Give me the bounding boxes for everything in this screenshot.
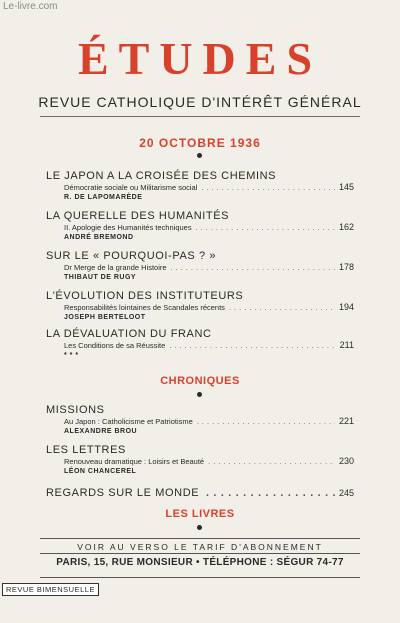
article-author: THIBAUT DE RUGY	[64, 274, 137, 281]
issue-date: 20 OCTOBRE 1936	[139, 136, 261, 150]
chronique-title: LES LETTRES	[46, 444, 126, 456]
subscription-note: VOIR AU VERSO LE TARIF D'ABONNEMENT	[77, 542, 323, 552]
article-title: SUR LE « POURQUOI-PAS ? »	[46, 250, 217, 262]
article-subtitle: II. Apologie des Humanités techniques	[64, 223, 192, 232]
page-number: 145	[338, 182, 354, 192]
article-title: LA QUERELLE DES HUMANITÉS	[46, 210, 230, 222]
footer-divider	[40, 553, 360, 554]
article-author: * * *	[64, 352, 79, 359]
periodicity-stamp: REVUE BIMENSUELLE	[2, 583, 99, 596]
chronique-subtitle-line	[64, 456, 354, 467]
dot-leader	[229, 303, 335, 313]
article-subtitle-line	[64, 340, 354, 351]
dot-leader	[196, 223, 335, 233]
page-number: 194	[338, 302, 354, 312]
dot-leader	[205, 483, 335, 501]
article-subtitle: Dr Merge de la grande Histoire	[64, 263, 167, 272]
article-author: JOSEPH BERTELOOT	[64, 314, 146, 321]
article-title: L'ÉVOLUTION DES INSTITUTEURS	[46, 290, 244, 302]
article-entry	[46, 250, 354, 282]
chronique-subtitle-line	[64, 416, 354, 427]
page-number: 162	[338, 222, 354, 232]
chronique-entry	[46, 444, 354, 476]
article-title: LE JAPON A LA CROISÉE DES CHEMINS	[46, 170, 277, 182]
page-number: 245	[338, 488, 354, 498]
page-number: 221	[338, 416, 354, 426]
dot-leader	[171, 263, 335, 273]
regards-entry	[46, 483, 354, 501]
dot-leader	[197, 417, 335, 427]
page-number: 230	[338, 456, 354, 466]
chronique-subtitle: Au Japon : Catholicisme et Patriotisme	[64, 417, 193, 426]
dot-leader	[208, 457, 335, 467]
article-author: R. DE LAPOMARÈDE	[64, 194, 143, 201]
article-subtitle-line	[64, 222, 354, 233]
chronique-subtitle: Renouveau dramatique : Loisirs et Beauté	[64, 457, 205, 466]
chronique-author: ALEXANDRE BROU	[64, 428, 138, 435]
article-entry	[46, 290, 354, 322]
article-subtitle-line	[64, 182, 354, 193]
article-subtitle-line	[64, 262, 354, 273]
chronique-author: LÉON CHANCEREL	[64, 468, 137, 475]
dot-leader	[201, 183, 335, 193]
divider	[40, 116, 360, 117]
journal-title: ÉTUDES	[77, 33, 323, 84]
journal-subtitle: REVUE CATHOLIQUE D'INTÉRÊT GÉNÉRAL	[38, 94, 362, 110]
publisher-address: PARIS, 15, RUE MONSIEUR • TÉLÉPHONE : SÉGUR 74-77	[56, 557, 344, 568]
bullet-dot	[197, 392, 202, 397]
article-subtitle: Les Conditions de sa Réussite	[64, 341, 166, 350]
bullet-dot	[197, 153, 202, 158]
chronique-title: MISSIONS	[46, 404, 105, 416]
dot-leader	[169, 341, 335, 351]
article-entry	[46, 210, 354, 242]
article-entry	[46, 170, 354, 202]
article-author: ANDRÉ BREMOND	[64, 234, 134, 241]
livres-heading: LES LIVRES	[165, 508, 235, 520]
page-number: 178	[338, 262, 354, 272]
regards-title: REGARDS SUR LE MONDE	[46, 487, 200, 499]
article-entry	[46, 328, 354, 360]
bullet-dot	[197, 525, 202, 530]
chroniques-heading: CHRONIQUES	[160, 375, 240, 387]
watermark: Le-livre.com	[3, 1, 58, 12]
chronique-entry	[46, 404, 354, 436]
article-subtitle: Responsabilités lointaines de Scandales récents	[64, 303, 225, 312]
page-number: 211	[339, 340, 354, 350]
article-title: LA DÉVALUATION DU FRANC	[46, 328, 212, 340]
article-subtitle: Démocratie sociale ou Militarisme social	[64, 183, 198, 192]
article-subtitle-line	[64, 302, 354, 313]
